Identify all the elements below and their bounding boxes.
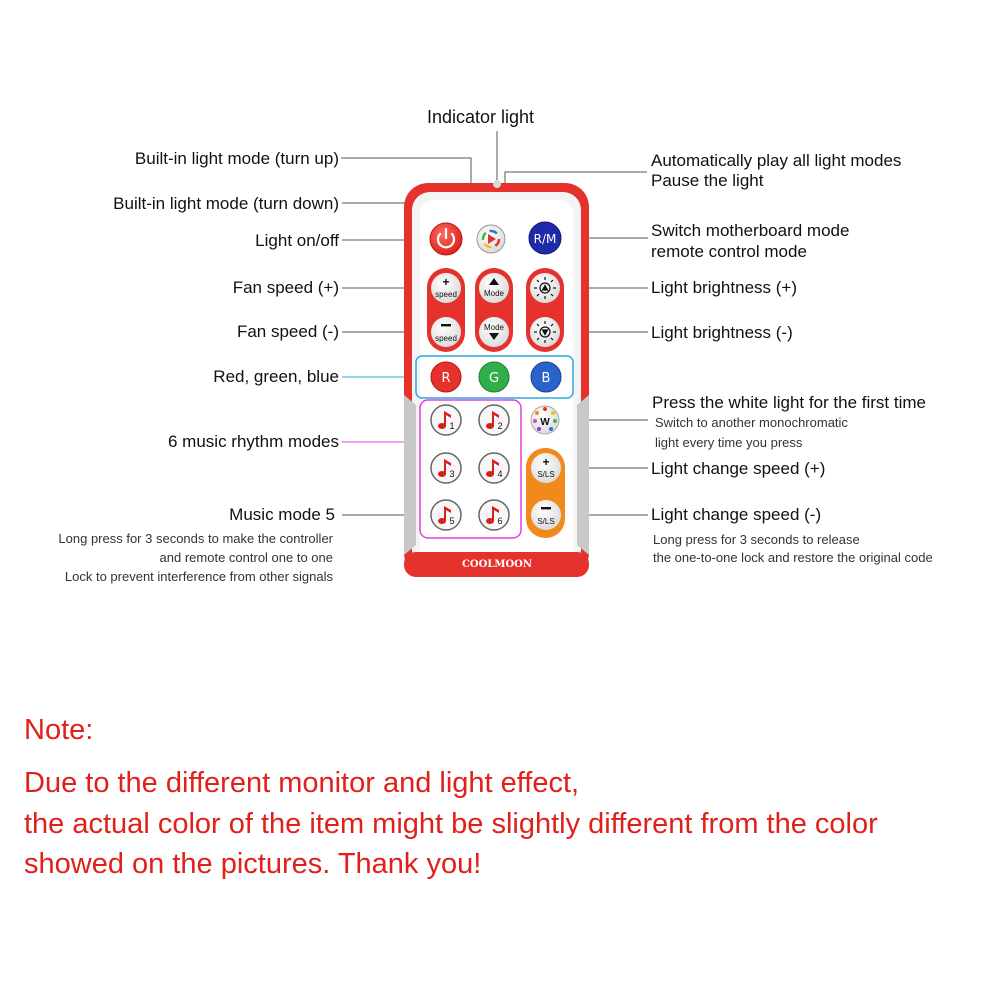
label-fan-plus: Fan speed (+) bbox=[232, 278, 339, 297]
music-note-head bbox=[486, 518, 494, 524]
blue-button[interactable] bbox=[531, 362, 561, 392]
music-note-head bbox=[486, 423, 494, 429]
mode-up-button[interactable] bbox=[479, 273, 509, 303]
label-music6: 6 music rhythm modes bbox=[168, 432, 339, 451]
music-mode-number: 1 bbox=[449, 421, 455, 431]
label-rgb: Red, green, blue bbox=[213, 367, 339, 386]
sls-label: S/LS bbox=[537, 470, 555, 479]
music-mode-1-button[interactable] bbox=[431, 405, 461, 435]
plus-icon: + bbox=[542, 455, 550, 469]
music-mode-number: 3 bbox=[449, 469, 455, 479]
label-bright-minus: Light brightness (-) bbox=[651, 323, 793, 342]
music-note-head bbox=[438, 471, 446, 477]
music-note-head bbox=[486, 471, 494, 477]
music5-desc-3: Lock to prevent interference from other signals bbox=[64, 569, 333, 584]
change-speed-plus-button[interactable] bbox=[531, 453, 561, 483]
white-light-button[interactable] bbox=[531, 406, 559, 434]
music-mode-number: 6 bbox=[497, 516, 503, 526]
label-white-light: Press the white light for the first time bbox=[652, 393, 926, 412]
svg-text:R: R bbox=[441, 371, 451, 386]
label-music5: Music mode 5 bbox=[229, 505, 335, 524]
music-mode-number: 4 bbox=[497, 469, 503, 479]
speed-label: speed bbox=[435, 334, 457, 343]
white-desc-1: Switch to another monochromatic bbox=[655, 415, 848, 430]
rm-button[interactable] bbox=[529, 222, 561, 254]
change-desc-2: the one-to-one lock and restore the original code bbox=[653, 550, 933, 565]
label-indicator-light: Indicator light bbox=[427, 107, 535, 127]
label-fan-minus: Fan speed (-) bbox=[236, 322, 339, 341]
note-title: Note: bbox=[24, 714, 94, 746]
green-button[interactable] bbox=[479, 362, 509, 392]
brightness-plus-button[interactable] bbox=[530, 273, 560, 303]
label-light-onoff: Light on/off bbox=[255, 231, 339, 250]
minus-icon bbox=[541, 507, 551, 509]
change-speed-minus-button[interactable] bbox=[531, 500, 561, 530]
label-auto-play: Automatically play all light modes bbox=[651, 151, 902, 170]
brand-logo: COOLMOON bbox=[461, 559, 533, 570]
rm-label: R/M bbox=[533, 232, 557, 246]
label-mode-down: Built-in light mode (turn down) bbox=[113, 194, 339, 213]
speed-label: speed bbox=[435, 290, 457, 299]
music-mode-4-button[interactable] bbox=[479, 453, 509, 483]
music-mode-5-button[interactable] bbox=[431, 500, 461, 530]
note-line-1: Due to the different monitor and light effect, bbox=[24, 767, 580, 799]
music-note-head bbox=[438, 423, 446, 429]
sls-label: S/LS bbox=[537, 517, 555, 526]
mode-label: Mode bbox=[483, 323, 505, 332]
music5-desc-1: Long press for 3 seconds to make the controller bbox=[58, 531, 333, 546]
plus-icon: + bbox=[442, 275, 450, 289]
music-mode-3-button[interactable] bbox=[431, 453, 461, 483]
note-line-3: showed on the pictures. Thank you! bbox=[24, 848, 482, 880]
white-desc-2: light every time you press bbox=[655, 435, 803, 450]
fan-speed-plus-button[interactable] bbox=[431, 273, 461, 303]
music-mode-6-button[interactable] bbox=[479, 500, 509, 530]
label-pause: Pause the light bbox=[651, 171, 764, 190]
red-button[interactable] bbox=[431, 362, 461, 392]
label-remote-mode: remote control mode bbox=[651, 242, 807, 261]
brightness-minus-button[interactable] bbox=[530, 317, 560, 347]
minus-icon bbox=[441, 324, 451, 326]
indicator-led bbox=[493, 180, 501, 188]
mode-label: Mode bbox=[483, 289, 505, 298]
label-change-plus: Light change speed (+) bbox=[651, 459, 826, 478]
music-note-head bbox=[438, 518, 446, 524]
svg-text:B: B bbox=[541, 371, 551, 386]
label-bright-plus: Light brightness (+) bbox=[651, 278, 797, 297]
power-button[interactable] bbox=[430, 223, 462, 255]
music-mode-number: 5 bbox=[449, 516, 455, 526]
label-mode-up: Built-in light mode (turn up) bbox=[134, 149, 339, 168]
fan-speed-minus-button[interactable] bbox=[431, 317, 461, 347]
music-mode-number: 2 bbox=[497, 421, 503, 431]
auto-play-button[interactable] bbox=[477, 225, 505, 253]
change-desc-1: Long press for 3 seconds to release bbox=[653, 532, 860, 547]
label-change-minus: Light change speed (-) bbox=[651, 505, 822, 524]
music5-desc-2: and remote control one to one bbox=[159, 550, 333, 565]
mode-down-button[interactable] bbox=[479, 317, 509, 347]
svg-text:W: W bbox=[540, 417, 550, 428]
music-mode-2-button[interactable] bbox=[479, 405, 509, 435]
note-line-2: the actual color of the item might be slightly different from the color bbox=[24, 808, 878, 840]
svg-text:G: G bbox=[488, 371, 500, 386]
label-switch-mb: Switch motherboard mode bbox=[651, 221, 850, 240]
